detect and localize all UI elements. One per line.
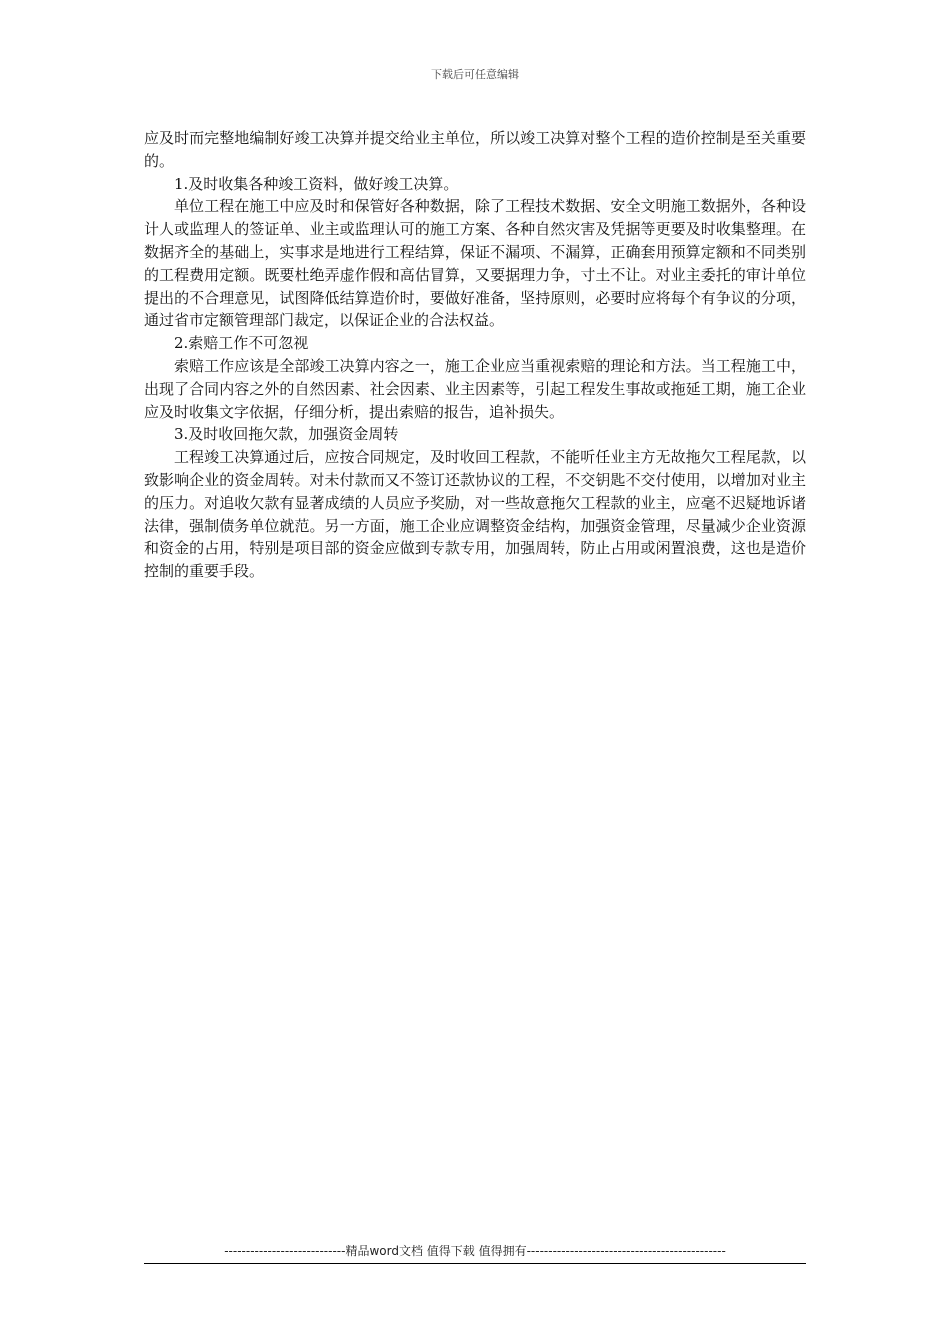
section-heading-2: 2.索赔工作不可忽视 bbox=[174, 334, 309, 353]
footer-rule bbox=[144, 1263, 806, 1264]
paragraph-continued: 应及时而完整地编制好竣工决算并提交给业主单位，所以竣工决算对整个工程的造价控制是至关重要的。 bbox=[144, 129, 806, 170]
section-heading-3: 3.及时收回拖欠款，加强资金周转 bbox=[174, 425, 399, 444]
page-header: 下载后可任意编辑 bbox=[431, 68, 519, 81]
paragraph: 工程竣工决算通过后，应按合同规定，及时收回工程款，不能听任业主方无故拖欠工程尾款，以致影响企业的资金周转。对未付款而又不签订还款协议的工程，不交钥匙不交付使用，以增加对业主的压力。对追收欠款有显著成绩的人员应予奖励，对一些故意拖欠工程款的业主，应毫不迟疑地诉诸法律，强制债务单位就范。另一方面，施工企业应调整资金结构，加强资金管理，尽量减少企业资源和资金的占用，特别是项目部的资金应做到专款专用，加强周转，防止占用或闲置浪费，这也是造价控制的重要手段。 bbox=[144, 448, 806, 581]
page-footer: ----------------------------精品word文档 值得下载 值得拥有---------------------------------------------- bbox=[224, 1244, 726, 1258]
section-heading-1: 1.及时收集各种竣工资料，做好竣工决算。 bbox=[174, 174, 459, 193]
paragraph: 索赔工作应该是全部竣工决算内容之一，施工企业应当重视索赔的理论和方法。当工程施工中，出现了合同内容之外的自然因素、社会因素、业主因素等，引起工程发生事故或拖延工期，施工企业应及时收集文字依据，仔细分析，提出索赔的报告，追补损失。 bbox=[144, 356, 806, 421]
paragraph: 单位工程在施工中应及时和保管好各种数据，除了工程技术数据、安全文明施工数据外，各种设计人或监理人的签证单、业主或监理认可的施工方案、各种自然灾害及凭据等更要及时收集整理。在数据齐全的基础上，实事求是地进行工程结算，保证不漏项、不漏算，正确套用预算定额和不同类别的工程费用定额。既要杜绝弄虚作假和高估冒算，又要据理力争，寸土不让。对业主委托的审计单位提出的不合理意见，试图降低结算造价时，要做好准备，坚持原则，必要时应将每个有争议的分项，通过省市定额管理部门裁定，以保证企业的合法权益。 bbox=[144, 197, 806, 330]
document-body bbox=[144, 127, 806, 583]
